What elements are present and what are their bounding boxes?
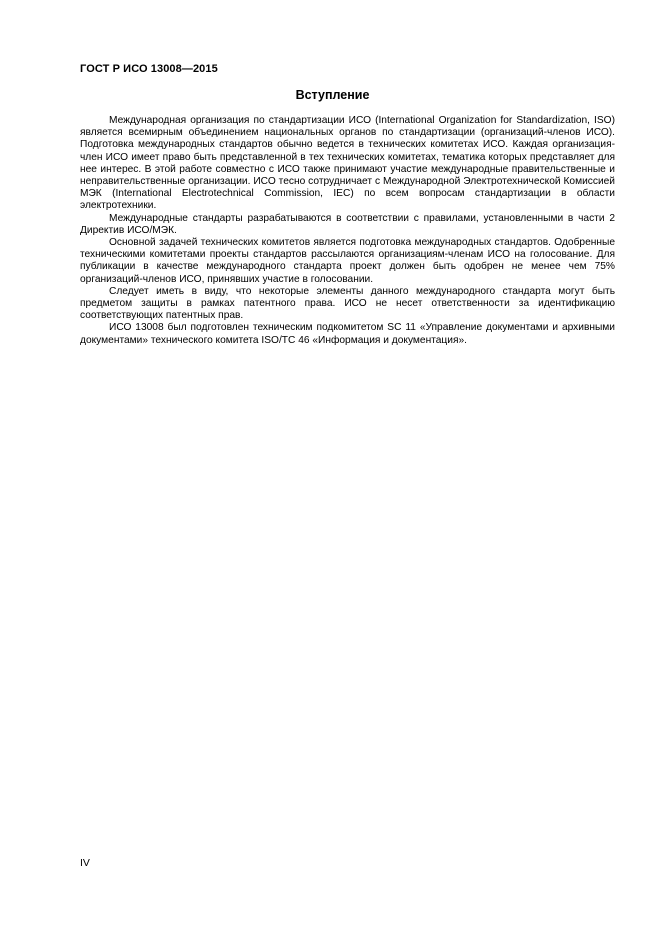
section-title: Вступление — [295, 88, 370, 102]
body-text — [80, 115, 615, 347]
paragraph-preparation: ИСО 13008 был подготовлен техническим подкомитетом SC 11 «Управление документами и архивными документами» технического комитета ISO/TC 46 «Информация и документация». — [80, 322, 615, 346]
paragraph-committees: Основной задачей технических комитетов является подготовка международных стандартов. Одобренные техническими комитетами проекты стандартов рассылаются организациям-членам ИСО на голосование. Для публикации в качестве международного стандарта проект должен быть одобрен не менее чем 75% организаций-членов ИСО, принявших участие в голосовании. — [80, 237, 615, 285]
paragraph-iso-organization: Международная организация по стандартизации ИСО (International Organization for Standardization, ISO) является всемирным объединением национальных органов по стандартизации (организаций-членов ИСО). Подготовка международных стандартов обычно ведется в технических комитетах ИСО. Каждая организация-член ИСО имеет право быть представленной в тех технических комитетах, тематика которых представляет для нее интерес. В этой работе совместно с ИСО также принимают участие международные правительственные и неправительственные организации. ИСО тесно сотрудничает с Международной Электротехнической Комиссией МЭК (International Electrotechnical Commission, IEC) по всем вопросам стандартизации в области электротехники. — [80, 115, 615, 212]
document-header: ГОСТ Р ИСО 13008—2015 — [80, 63, 218, 75]
paragraph-directives: Международные стандарты разрабатываются в соответствии с правилами, установленными в части 2 Директив ИСО/МЭК. — [80, 212, 615, 236]
page-number: IV — [80, 857, 90, 869]
paragraph-patents: Следует иметь в виду, что некоторые элементы данного международного стандарта могут быть предметом защиты в рамках патентного права. ИСО не несет ответственности за идентификацию соответствующих патентных прав. — [80, 285, 615, 322]
